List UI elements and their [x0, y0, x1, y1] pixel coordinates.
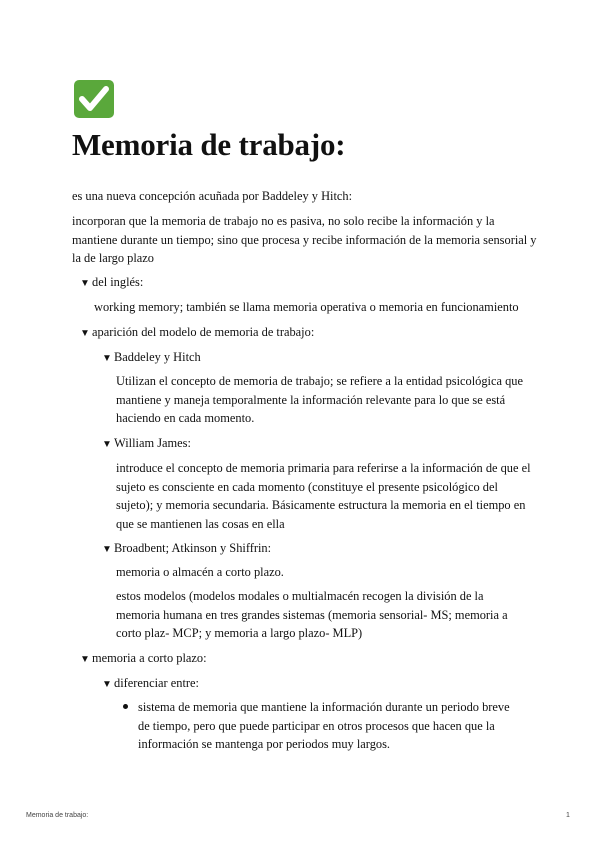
toggle-arrow-icon: ▼: [102, 353, 112, 364]
check-mark-icon: [74, 80, 114, 118]
toggle-baddeley-hitch[interactable]: [102, 348, 201, 369]
intro-paragraph-2: incorporan que la memoria de trabajo no es pasiva, no solo recibe la información y la mantiene durante un tiempo; sino que procesa y recibe información de la memoria sensorial y la de largo plazo: [72, 214, 537, 265]
toggle-memoria-corto-plazo[interactable]: [80, 649, 207, 670]
footer-document-title: Memoria de trabajo:: [26, 812, 89, 819]
toggle-broadbent[interactable]: [102, 539, 271, 560]
bullet-dot-icon: [123, 704, 128, 709]
toggle-arrow-icon: ▼: [102, 679, 112, 690]
broadbent-text-2: estos modelos (modelos modales o multialmacén recogen la división de la memoria humana en tres grandes sistemas (memoria sensorial- MS; memoria a corto plaz- MCP; y memoria a largo plazo- MLP): [116, 589, 508, 640]
intro-paragraph-1: es una nueva concepción acuñada por Baddeley y Hitch:: [72, 189, 353, 203]
toggle-label: aparición del modelo de memoria de trabajo:: [92, 325, 315, 339]
toggle-arrow-icon: ▼: [80, 654, 90, 665]
toggle-arrow-icon: ▼: [102, 544, 112, 555]
ingles-text: working memory; también se llama memoria operativa o memoria en funcionamiento: [94, 300, 519, 314]
james-text: introduce el concepto de memoria primaria para referirse a la información de que el sujeto es consciente en cada momento (constituye el presente psicológico del sujeto); y memoria secundaria. Básicamente estructura la memoria en el tiempo en que se mantienen las cosas en ella: [116, 461, 531, 531]
toggle-william-james[interactable]: [102, 434, 191, 455]
list-item: sistema de memoria que mantiene la información durante un periodo breve de tiempo, pero que puede participar en otros procesos que hacen que la información se mantenga por periodos muy largos.: [138, 700, 510, 751]
toggle-diferenciar-entre[interactable]: [102, 674, 199, 695]
page-title: Memoria de trabajo:: [72, 127, 346, 162]
toggle-arrow-icon: ▼: [102, 439, 112, 450]
toggle-aparicion-modelo[interactable]: [80, 323, 314, 344]
toggle-label: diferenciar entre:: [114, 676, 199, 690]
baddeley-text: Utilizan el concepto de memoria de trabajo; se refiere a la entidad psicológica que mantiene y maneja temporalmente la información relevante para lo que se está haciendo en cada momento.: [116, 374, 523, 425]
footer-page-number: 1: [566, 812, 570, 819]
toggle-label: del inglés:: [92, 275, 144, 289]
toggle-arrow-icon: ▼: [80, 278, 90, 289]
toggle-label: Baddeley y Hitch: [114, 350, 201, 364]
broadbent-text-1: memoria o almacén a corto plazo.: [116, 565, 284, 579]
toggle-del-ingles[interactable]: [80, 273, 143, 294]
toggle-label: memoria a corto plazo:: [92, 651, 207, 665]
toggle-arrow-icon: ▼: [80, 328, 90, 339]
toggle-label: Broadbent; Atkinson y Shiffrin:: [114, 541, 272, 555]
toggle-label: William James:: [114, 436, 191, 450]
